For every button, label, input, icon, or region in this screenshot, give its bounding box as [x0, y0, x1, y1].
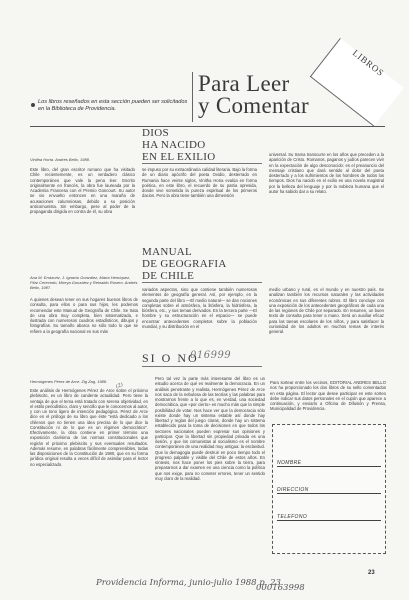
telefono-line	[277, 520, 381, 521]
direccion-label: DIRECCION	[277, 487, 309, 493]
review1-heading-line2: HA NACIDO	[142, 139, 206, 151]
review1-heading-line3: EN EL EXILIO	[142, 151, 216, 163]
review3-col2: Pero tal vez la parte más interesante del libro es un estudio acerca de qué es realmente la democracia. En un análisis penetrante y realista, Hermógenes Pérez de Arce nos saca de la nebulosa de las teorías y las palabras para mostrarnos frente a lo que es, en verdad, una sociedad democrática, que «por cierto» es mucho más que la simple posibilidad de votar. Nos hace ver que la democracia sólo existe donde hay un sistema estable así donde hay libertad y reglas del juego claras, donde hay un sistema establecido para la toma de decisiones en que todos los sectores nacionales pueden expresar sus opiniones y participar. Que la libertad sin propiedad privada es una ilusión, y que los comunistas al socialismo es el nombre contemporáneo de una realidad muy antigua: la esclavitud. Que la demagogia puede destruir en poco tiempo todo el progreso palpable y visible del Chile de estos años. En síntesis, nos hace poner los pies sobre la tierra, para prepararnos a dar examen en una ciencia como la política que nos exige, para no cometer errores, tener un sentido muy claro de la realidad.	[155, 376, 265, 481]
review2-col2: variados aspectos, sino que contiene también numerosos elementos de geografía general. Así, por ejemplo, en la segunda parte del libro —El medio natural— se dan nociones completas sobre el atmósfera, la litósfera, la hidrósfera, la biósfera, etc., y sus temas derivados. En la tercera parte —El hombre y su estructuración en el espacio— se puede encontrar antecedentes completos sobre la población mundial, y su distribución en el	[142, 287, 257, 329]
review1-col2: se impuso por su extraordinaria calidad literaria. Bajo la forma de un diario apócrifo del poeta Ovidio, desterrado en Rumania hace veinte siglos, Vinitha Horia evalúa en forma poética, en este libro, el recuerdo de su patria opresida, donde vive sometida la pureza espiritual de los primeros dacios. Pero la obra tiene también una dimensión	[142, 167, 257, 199]
review2-col3: medio urbano y rural, en el mundo y en nuestro país. Se analizan también los recursos naturales y las actividades económicas en sus diferentes rubros. El libro concluye con una exposición de los antecedentes geográficos de cada una de las regiones de Chile por separado. En resumen, un buen texto de consulta para tener a mano. Será un auxiliar eficaz para las tareas escolares de los niños, y para satisfacer la curiosidad de los adultos en muchos temas de interés general.	[269, 287, 384, 334]
review3-col1: Este análisis de Hermógenes Pérez de Arce sobre el próximo plebiscito, es un libro de candente actualidad. Pero tiene la ventaja de que el tema está tratado con serena objetividad, en el estilo periodístico, claro y sencillo que le conocemos al autor, y con un tono ligero de intención pedagógica. Pérez de Arce dice en el prólogo de su libro que éste "está dedicado a los chilenos que no tienen una idea precisa de lo que dice la Constitución ni de lo que es un régimen democrático". Efectivamente, la obra contiene en primer término una exposición clarísima de las normas constitucionales que regirán el próximo plebiscito y sus eventuales resultados. Además resume, en palabras fácilmente comprensibles, todas las disposiciones de la Constitución de 1980, que en su forma jurídica original resulta a veces difícil de asimilar para el lector no especializado.	[30, 388, 148, 467]
direccion-field[interactable]	[277, 480, 381, 494]
review3-heading-rule	[142, 366, 262, 367]
section-title-line2: y Comentar	[198, 93, 309, 118]
section-title-line1: Para Leer	[198, 71, 290, 96]
review2-heading-line1: MANUAL	[142, 246, 193, 258]
nombre-label: NOMBRE	[277, 460, 302, 466]
review1-credit: Vinitha Horta. Andrés Bello, 1988.	[30, 157, 91, 162]
review1-col3: universal. Su trama transcurre en los años que preceden a la aparición de Cristo. Romanos, paganos y judíos parecen vivir en la expectación de algo desconocido: es el preanuncio del mensaje cristiano que dará sentido al dolor del poeta desterrado y a los sufrimientos de los hombres de todos los tiempos. Dios ha nacido en el exilio es una novela magistral por la belleza del lenguaje y por la nobleza humana que el autor ha sabido dar a su relato.	[269, 152, 384, 194]
review2-col1: A quienes desean tener en sus hogares buenos libros de consulta, para ellos o para sus hijos, les podemos recomendar este Manual de Geografía de Chile. Se trata de una obra muy completa, bien sistematizada, e ilustrada con numerosos cuadros estadísticos, dibujos y fotografías. Su tamaño abarca no sólo todo lo que se refiere a la geografía nacional en sus más	[30, 297, 138, 334]
corner-tab-label: LIBROS	[350, 47, 386, 79]
review1-heading-line1: DIOS	[142, 127, 169, 139]
bullet-icon	[31, 103, 35, 107]
order-form	[270, 380, 386, 558]
direccion-line	[277, 493, 381, 494]
nombre-field[interactable]	[277, 453, 381, 467]
order-coupon	[272, 424, 386, 554]
header-rule	[30, 126, 385, 127]
top-number-annotation: 016999	[190, 350, 232, 361]
review2-credit: Ana M. Errázuriz, J. Ignacio González, María Henríquez, Pilar Cerecedo, Mireya González y Reinaldo Rosero. Andrés Bello, 1987.	[30, 275, 138, 290]
review2-heading-line3: DE CHILE	[142, 270, 195, 282]
telefono-field[interactable]	[277, 507, 381, 521]
review2-heading-rule	[142, 282, 262, 283]
review1-heading-rule	[142, 163, 262, 164]
page-number: 23	[368, 570, 375, 576]
review3-credit: Hermógenes Pérez de Arce. Zig Zag, 1988.	[30, 379, 108, 384]
review1-col1: Este libro, del gran escritor rumano que ha visitado Chile recientemente, es un verdadero clásico contemporáneo que vale la pena leer. Escrito originalmente en francés, la obra fue laureada por la Academia Francesa con el Premio Goncourt. Su autor se vio envuelto entonces en una maraña de acusaciones calumniosas, debido a su posición anticomunista. Sin embargo, pese al poder de la propaganda dirigida en contra de él, su obra	[30, 167, 135, 214]
telefono-label: TELEFONO	[277, 514, 308, 520]
corner-mark-annotation: (2)	[115, 381, 124, 391]
header-divider	[192, 72, 193, 122]
review2-heading-line2: DE GEOGRAFIA	[142, 258, 227, 270]
review3-heading: SI O NO	[142, 351, 199, 365]
section-intro: Los libros reseñados en esta sección pueden ser solicitados en la Biblioteca de Providencia.	[38, 99, 188, 112]
nombre-line	[277, 466, 381, 467]
handwritten-footer: Providencia Informa, junio-julio 1988 p. 23	[96, 578, 281, 588]
stamp-number: 000163998	[256, 583, 305, 593]
order-form-text: Para sortear entre los vecinos, EDITORIAL ANDRES BELLO nos ha proporcionado los dos libros de su sello comentados en esta página. El lector que desee participar en este sorteo debe indicar sus datos personales en el cupón que aparece a continuación, y enviarlo a Oficina de Difusión y Prensa, Municipalidad de Providencia.	[270, 380, 386, 412]
